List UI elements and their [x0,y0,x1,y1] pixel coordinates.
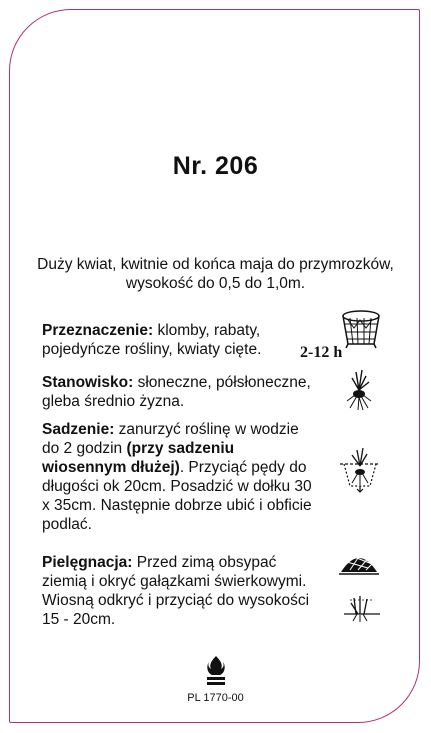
product-code: PL 1770-00 [187,692,244,704]
planting-text: zanurzyć roślinę w wodzie do 2 godzin [42,421,299,457]
section-purpose [42,321,292,359]
pruning-icon [342,588,382,622]
soak-time-label: 2-12 h [300,344,343,361]
page-title: Nr. 206 [172,152,259,180]
position-text: słoneczne, półsłoneczne, gleba średnio żyzna. [42,374,311,410]
brand-logo-icon [205,655,227,687]
section-planting [42,420,317,534]
section-care [42,553,322,629]
planting-icon [338,446,382,494]
purpose-label: Przeznaczenie: [42,322,154,339]
bare-root-icon [342,368,376,412]
planting-text-rest: . Przyciąć pędy do długości ok 20cm. Posadzić w dołku 30 x 35cm. Następnie dobrze ubić i obficie podlać. [42,459,312,533]
position-label: Stanowisko: [42,374,134,391]
basket-icon [340,308,382,350]
intro-text: Duży kwiat, kwitnie od końca maja do przymrozków, wysokość do 0,5 do 1,0m. [37,256,394,292]
winter-cover-icon [338,546,380,576]
purpose-text: klomby, rabaty, pojedyńcze rośliny, kwiaty cięte. [42,322,262,358]
section-position [42,373,332,411]
care-text: Przed zimą obsypać ziemią i okryć gałązkami świerkowymi. Wiosną odkryć i przyciąć do wysokości 15 - 20cm. [42,554,310,628]
care-label: Pielęgnacja: [42,554,133,571]
planting-note: (przy sadzeniu wiosennym dłużej) [42,440,235,476]
planting-label: Sadzenie: [42,421,115,438]
